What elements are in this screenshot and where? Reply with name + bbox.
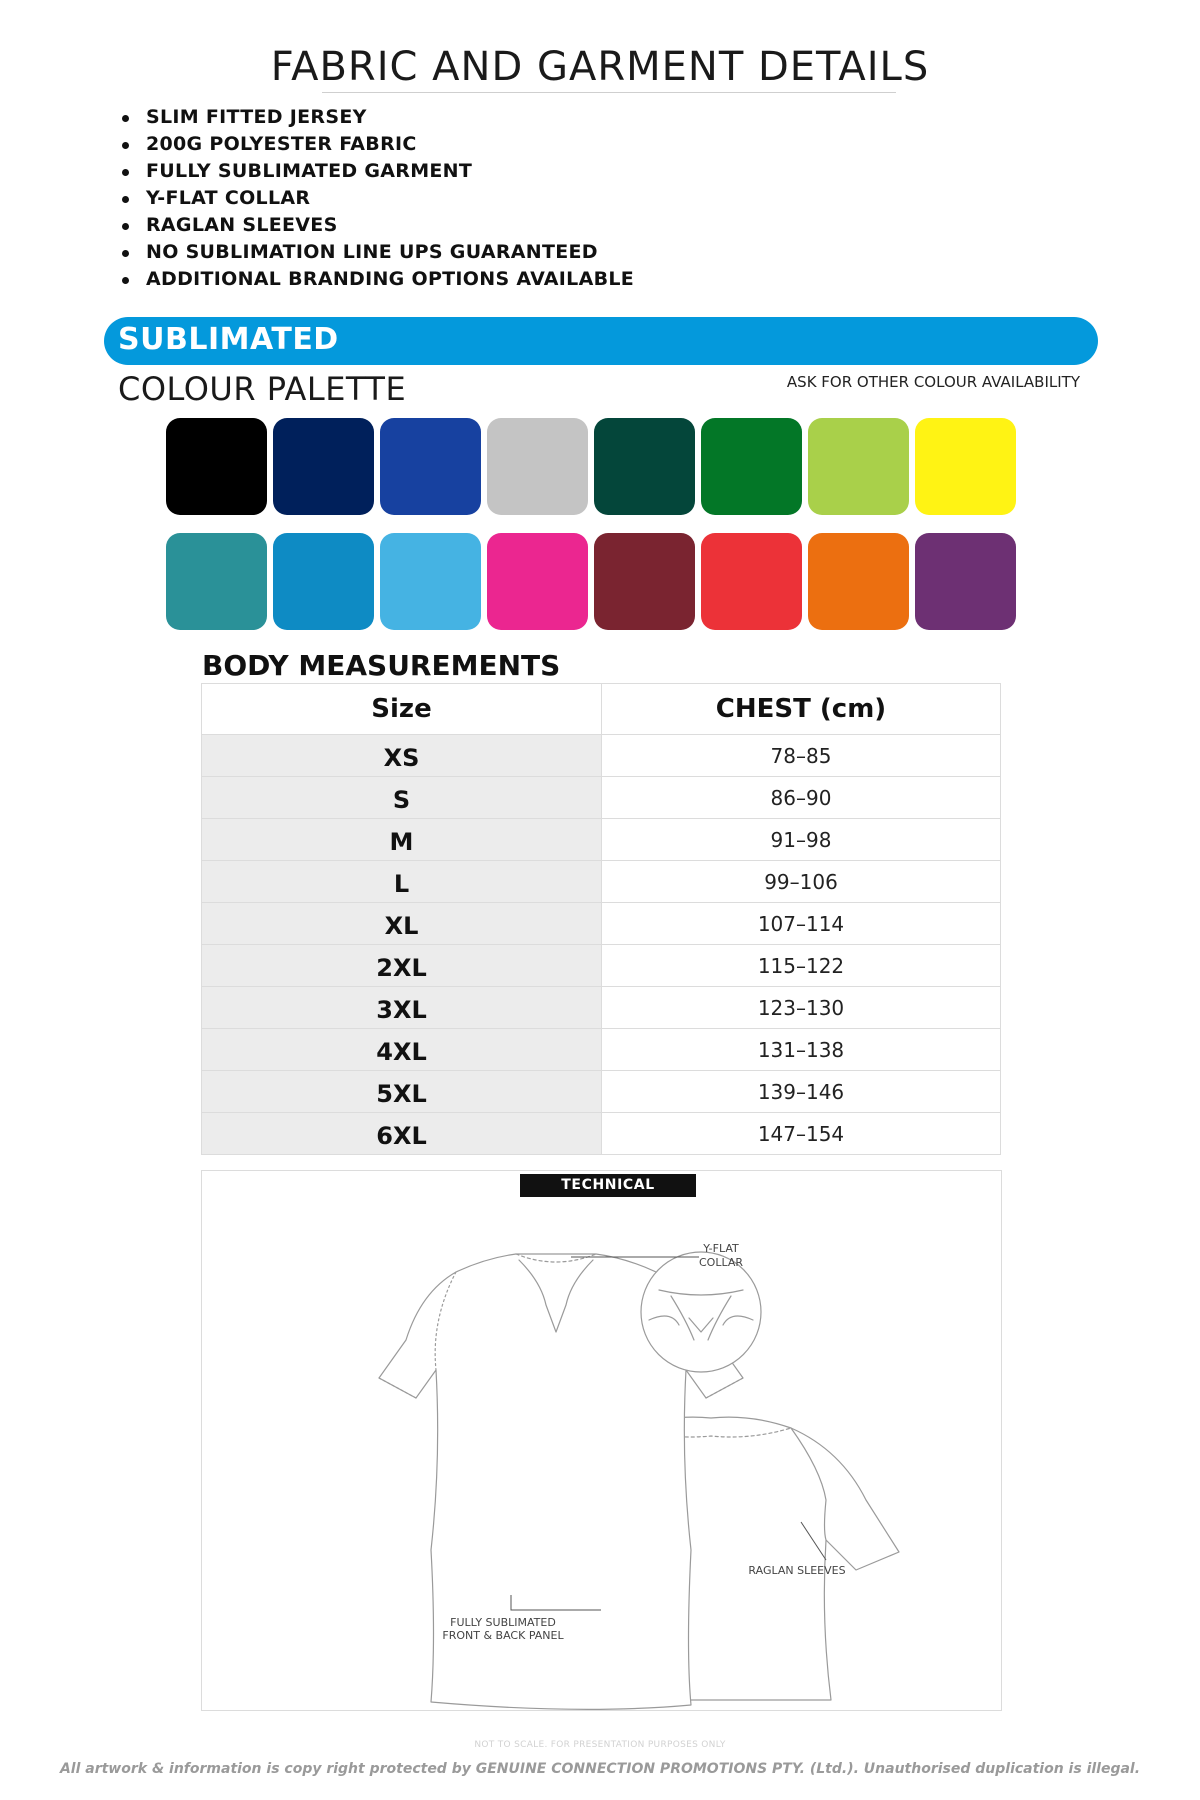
table-header-row: [202, 684, 1001, 735]
feature-item: [116, 266, 634, 293]
measurements-table: [201, 683, 1001, 1155]
bullet-icon: [122, 223, 129, 230]
size-cell: 2XL: [202, 945, 602, 987]
chest-cell: 147–154: [602, 1113, 1001, 1155]
bullet-icon: [122, 169, 129, 176]
bullet-icon: [122, 277, 129, 284]
collar-callout-label: COLLAR: [698, 1256, 744, 1269]
table-row: [202, 819, 1001, 861]
chest-cell: 131–138: [602, 1029, 1001, 1071]
size-cell: 5XL: [202, 1071, 602, 1113]
colour-swatch[interactable]: [487, 533, 588, 630]
chest-cell: 139–146: [602, 1071, 1001, 1113]
bullet-icon: [122, 142, 129, 149]
size-cell: L: [202, 861, 602, 903]
collar-detail-circle: [641, 1252, 761, 1372]
table-row: [202, 735, 1001, 777]
copyright-notice: All artwork & information is copy right protected by GENUINE CONNECTION PROMOTIONS PTY. (Ltd.). Unauthorised duplication is illegal.: [59, 1761, 1141, 1777]
size-cell: 3XL: [202, 987, 602, 1029]
technical-drawing-badge: TECHNICAL DRAWING: [520, 1174, 696, 1197]
panel-callout-label: FULLY SUBLIMATED: [450, 1616, 556, 1629]
colour-swatch[interactable]: [915, 418, 1016, 515]
disclaimer-note: NOT TO SCALE. FOR PRESENTATION PURPOSES ONLY: [474, 1740, 726, 1750]
bullet-icon: [122, 196, 129, 203]
colour-swatch[interactable]: [166, 533, 267, 630]
feature-item: [116, 239, 634, 266]
feature-label: RAGLAN SLEEVES: [146, 214, 338, 236]
colour-swatch[interactable]: [273, 533, 374, 630]
size-cell: S: [202, 777, 602, 819]
table-row: [202, 777, 1001, 819]
colour-swatch[interactable]: [273, 418, 374, 515]
colour-swatch[interactable]: [701, 533, 802, 630]
technical-drawing: [201, 1170, 1001, 1710]
colour-swatch[interactable]: [915, 533, 1016, 630]
chest-cell: 86–90: [602, 777, 1001, 819]
chest-column-header: CHEST (cm): [602, 684, 1001, 735]
chest-cell: 107–114: [602, 903, 1001, 945]
feature-label: NO SUBLIMATION LINE UPS GUARANTEED: [146, 241, 598, 263]
table-row: [202, 861, 1001, 903]
size-cell: XS: [202, 735, 602, 777]
sublimated-label: SUBLIMATED: [118, 322, 339, 357]
feature-label: 200G POLYESTER FABRIC: [146, 133, 417, 155]
colour-swatch[interactable]: [380, 533, 481, 630]
collar-callout-label: Y-FLAT: [703, 1242, 739, 1255]
colour-swatch[interactable]: [701, 418, 802, 515]
measurements-title: BODY MEASUREMENTS: [202, 649, 561, 682]
swatch-row: [166, 533, 1016, 630]
colour-swatch[interactable]: [166, 418, 267, 515]
chest-cell: 123–130: [602, 987, 1001, 1029]
feature-label: Y-FLAT COLLAR: [146, 187, 311, 209]
table-row: [202, 903, 1001, 945]
feature-list: [116, 104, 634, 293]
bullet-icon: [122, 115, 129, 122]
page-title: FABRIC AND GARMENT DETAILS: [270, 44, 930, 90]
sleeve-callout-label: RAGLAN SLEEVES: [748, 1564, 846, 1577]
table-row: [202, 1029, 1001, 1071]
size-cell: 6XL: [202, 1113, 602, 1155]
table-row: [202, 1113, 1001, 1155]
size-cell: XL: [202, 903, 602, 945]
feature-label: ADDITIONAL BRANDING OPTIONS AVAILABLE: [146, 268, 635, 290]
size-column-header: Size: [202, 684, 602, 735]
feature-label: SLIM FITTED JERSEY: [146, 106, 367, 128]
feature-item: [116, 185, 634, 212]
colour-swatch[interactable]: [808, 418, 909, 515]
colour-swatch[interactable]: [487, 418, 588, 515]
colour-swatch[interactable]: [380, 418, 481, 515]
colour-swatch[interactable]: [594, 418, 695, 515]
feature-item: [116, 131, 634, 158]
feature-item: [116, 212, 634, 239]
panel-callout-label: FRONT & BACK PANEL: [442, 1629, 564, 1642]
table-row: [202, 945, 1001, 987]
colour-swatch[interactable]: [808, 533, 909, 630]
feature-label: FULLY SUBLIMATED GARMENT: [146, 160, 473, 182]
chest-cell: 115–122: [602, 945, 1001, 987]
title-divider: [322, 92, 896, 93]
size-cell: 4XL: [202, 1029, 602, 1071]
feature-item: [116, 104, 634, 131]
table-row: [202, 1071, 1001, 1113]
swatch-row: [166, 418, 1016, 515]
chest-cell: 91–98: [602, 819, 1001, 861]
table-row: [202, 987, 1001, 1029]
bullet-icon: [122, 250, 129, 257]
feature-item: [116, 158, 634, 185]
size-cell: M: [202, 819, 602, 861]
palette-note: ASK FOR OTHER COLOUR AVAILABILITY: [786, 373, 1080, 391]
chest-cell: 78–85: [602, 735, 1001, 777]
palette-title: COLOUR PALETTE: [118, 370, 407, 408]
chest-cell: 99–106: [602, 861, 1001, 903]
colour-swatch[interactable]: [594, 533, 695, 630]
